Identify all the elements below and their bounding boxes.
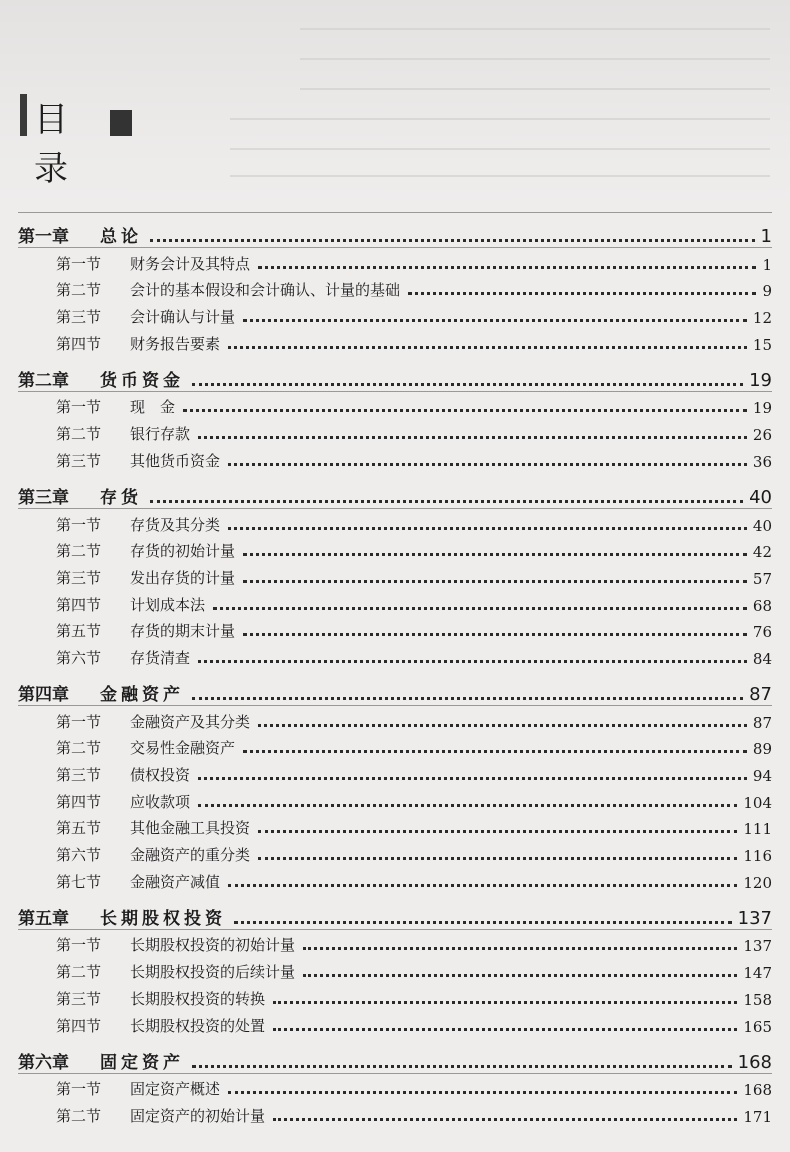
section-title: 其他货币资金 bbox=[130, 451, 221, 470]
section-title: 长期股权投资的后续计量 bbox=[130, 963, 296, 982]
heading-shadow-block bbox=[110, 110, 132, 136]
section-number: 第二节 bbox=[56, 739, 102, 758]
toc-chapter-row[interactable] bbox=[18, 354, 772, 391]
dot-leader bbox=[150, 499, 743, 503]
dot-leader bbox=[198, 435, 747, 439]
toc-section-row[interactable] bbox=[18, 982, 772, 1009]
chapter-number: 第六章 bbox=[18, 1052, 69, 1073]
section-number: 第三节 bbox=[56, 989, 102, 1008]
toc-chapter-row[interactable] bbox=[18, 1036, 772, 1073]
toc-section-row[interactable] bbox=[18, 865, 772, 892]
section-number: 第三节 bbox=[56, 308, 102, 327]
dot-leader bbox=[150, 238, 755, 242]
toc-section-row[interactable] bbox=[18, 247, 772, 274]
chapter-page-number: 1 bbox=[760, 226, 772, 247]
table-of-contents bbox=[18, 210, 772, 1126]
dot-leader bbox=[228, 883, 737, 887]
section-title: 债权投资 bbox=[130, 766, 191, 784]
section-number: 第二节 bbox=[56, 281, 102, 300]
toc-section-row[interactable] bbox=[18, 641, 772, 668]
toc-section-row[interactable] bbox=[18, 812, 772, 839]
chapter-title: 总论 bbox=[100, 227, 142, 247]
section-title: 计划成本法 bbox=[130, 595, 206, 614]
section-page-number: 42 bbox=[752, 543, 772, 562]
toc-section-row[interactable] bbox=[18, 508, 772, 535]
dot-leader bbox=[234, 920, 732, 924]
section-title: 金融资产的重分类 bbox=[130, 846, 251, 865]
section-title: 其他金融工具投资 bbox=[130, 819, 251, 838]
section-number: 第一节 bbox=[56, 254, 102, 273]
section-page-number: 116 bbox=[743, 847, 772, 866]
toc-section-row[interactable] bbox=[18, 535, 772, 562]
section-title: 交易性金融资产 bbox=[130, 739, 236, 758]
section-page-number: 9 bbox=[762, 282, 772, 301]
dot-leader bbox=[228, 345, 747, 349]
section-number: 第二节 bbox=[56, 963, 102, 982]
section-page-number: 147 bbox=[743, 964, 772, 983]
section-number: 第三节 bbox=[56, 451, 102, 470]
toc-chapter-row[interactable] bbox=[18, 471, 772, 508]
dot-leader bbox=[198, 659, 747, 663]
toc-section-row[interactable] bbox=[18, 391, 772, 418]
section-title: 会计确认与计量 bbox=[130, 308, 236, 327]
toc-section-row[interactable] bbox=[18, 955, 772, 982]
section-title: 长期股权投资的初始计量 bbox=[130, 936, 296, 955]
section-title: 应收款项 bbox=[130, 792, 191, 811]
dot-leader bbox=[228, 1090, 737, 1094]
dot-leader bbox=[408, 291, 756, 295]
section-page-number: 19 bbox=[752, 399, 772, 418]
toc-chapter-row[interactable] bbox=[18, 210, 772, 247]
section-title: 固定资产概述 bbox=[130, 1080, 221, 1099]
bleed-through-area bbox=[0, 0, 790, 210]
toc-section-row[interactable] bbox=[18, 758, 772, 785]
chapter-number: 第二章 bbox=[18, 370, 69, 391]
dot-leader bbox=[243, 632, 747, 636]
section-page-number: 36 bbox=[752, 452, 772, 471]
section-page-number: 94 bbox=[752, 767, 772, 785]
section-page-number: 104 bbox=[743, 793, 772, 812]
chapter-title: 存货 bbox=[100, 487, 142, 508]
section-number: 第二节 bbox=[56, 1106, 102, 1125]
section-page-number: 158 bbox=[743, 990, 772, 1009]
section-page-number: 171 bbox=[743, 1107, 772, 1126]
toc-section-row[interactable] bbox=[18, 327, 772, 354]
section-number: 第三节 bbox=[56, 568, 102, 587]
section-number: 第一节 bbox=[56, 515, 102, 534]
dot-leader bbox=[258, 829, 737, 833]
dot-leader bbox=[192, 382, 743, 386]
chapter-title: 长期股权投资 bbox=[100, 908, 226, 929]
dot-leader bbox=[303, 946, 737, 950]
dot-leader bbox=[243, 318, 747, 322]
section-number: 第四节 bbox=[56, 1016, 102, 1035]
chapter-page-number: 137 bbox=[737, 907, 772, 929]
section-number: 第四节 bbox=[56, 334, 102, 353]
toc-section-row[interactable] bbox=[18, 417, 772, 444]
section-page-number: 89 bbox=[752, 740, 772, 759]
chapter-page-number: 19 bbox=[749, 369, 772, 391]
section-page-number: 76 bbox=[752, 623, 772, 642]
section-page-number: 26 bbox=[752, 426, 772, 445]
section-page-number: 40 bbox=[752, 516, 772, 535]
section-title: 发出存货的计量 bbox=[130, 568, 236, 587]
dot-leader bbox=[273, 1117, 737, 1121]
toc-heading bbox=[20, 92, 112, 189]
section-number: 第一节 bbox=[56, 1080, 102, 1099]
section-number: 第一节 bbox=[56, 712, 102, 731]
dot-leader bbox=[273, 1027, 737, 1031]
chapter-page-number: 168 bbox=[737, 1051, 772, 1073]
section-title: 银行存款 bbox=[130, 425, 191, 444]
section-number: 第一节 bbox=[56, 936, 102, 955]
toc-chapter-row[interactable] bbox=[18, 668, 772, 705]
section-number: 第四节 bbox=[56, 792, 102, 811]
chapter-number: 第四章 bbox=[18, 684, 69, 705]
toc-section-row[interactable] bbox=[18, 561, 772, 588]
toc-section-row[interactable] bbox=[18, 929, 772, 956]
dot-leader bbox=[258, 723, 747, 727]
toc-section-row[interactable] bbox=[18, 1073, 772, 1100]
toc-section-row[interactable] bbox=[18, 588, 772, 615]
chapter-number: 第五章 bbox=[18, 908, 69, 929]
section-number: 第六节 bbox=[56, 648, 102, 667]
chapter-page-number: 40 bbox=[749, 486, 772, 508]
dot-leader bbox=[183, 408, 747, 412]
toc-section-row[interactable] bbox=[18, 1009, 772, 1036]
chapter-number: 第一章 bbox=[18, 227, 69, 247]
toc-section-row[interactable] bbox=[18, 732, 772, 759]
section-page-number: 165 bbox=[743, 1017, 772, 1036]
section-title: 存货的期末计量 bbox=[130, 622, 236, 641]
section-number: 第一节 bbox=[56, 398, 102, 417]
section-page-number: 12 bbox=[752, 309, 772, 328]
section-title: 现 金 bbox=[130, 398, 176, 417]
toc-section-row[interactable] bbox=[18, 444, 772, 471]
dot-leader bbox=[243, 552, 747, 556]
toc-section-row[interactable] bbox=[18, 615, 772, 642]
section-title: 金融资产及其分类 bbox=[130, 712, 251, 731]
section-title: 财务会计及其特点 bbox=[130, 254, 251, 273]
toc-section-row[interactable] bbox=[18, 274, 772, 301]
chapter-page-number: 87 bbox=[749, 683, 772, 705]
dot-leader bbox=[273, 1000, 737, 1004]
section-number: 第三节 bbox=[56, 766, 102, 784]
section-number: 第六节 bbox=[56, 846, 102, 865]
heading-bar bbox=[20, 94, 27, 136]
section-page-number: 15 bbox=[752, 335, 772, 354]
toc-section-row[interactable] bbox=[18, 705, 772, 732]
section-page-number: 57 bbox=[752, 569, 772, 588]
section-title: 会计的基本假设和会计确认、计量的基础 bbox=[130, 281, 401, 300]
section-page-number: 87 bbox=[752, 713, 772, 732]
dot-leader bbox=[198, 803, 737, 807]
section-number: 第五节 bbox=[56, 819, 102, 838]
section-number: 第二节 bbox=[56, 425, 102, 444]
dot-leader bbox=[243, 579, 747, 583]
dot-leader bbox=[198, 776, 747, 780]
section-page-number: 168 bbox=[743, 1081, 772, 1100]
toc-section-row[interactable] bbox=[18, 300, 772, 327]
chapter-title: 固定资产 bbox=[100, 1052, 184, 1073]
chapter-title: 金融资产 bbox=[100, 684, 184, 705]
dot-leader bbox=[258, 265, 756, 269]
section-page-number: 84 bbox=[752, 649, 772, 668]
section-page-number: 120 bbox=[743, 873, 772, 892]
toc-section-row[interactable] bbox=[18, 785, 772, 812]
section-number: 第五节 bbox=[56, 622, 102, 641]
dot-leader bbox=[213, 606, 747, 610]
section-title: 存货的初始计量 bbox=[130, 542, 236, 561]
chapter-number: 第三章 bbox=[18, 487, 69, 508]
section-title: 金融资产减值 bbox=[130, 872, 221, 891]
section-title: 财务报告要素 bbox=[130, 334, 221, 353]
heading-text: 目录 bbox=[34, 100, 80, 189]
dot-leader bbox=[228, 462, 747, 466]
dot-leader bbox=[258, 856, 737, 860]
chapter-title: 货币资金 bbox=[100, 370, 184, 391]
section-title: 存货及其分类 bbox=[130, 515, 221, 534]
section-title: 固定资产的初始计量 bbox=[130, 1106, 266, 1125]
section-number: 第七节 bbox=[56, 872, 102, 891]
dot-leader bbox=[243, 749, 747, 753]
section-title: 长期股权投资的处置 bbox=[130, 1016, 266, 1035]
section-page-number: 137 bbox=[743, 937, 772, 956]
dot-leader bbox=[228, 526, 747, 530]
toc-section-row[interactable] bbox=[18, 838, 772, 865]
section-title: 存货清查 bbox=[130, 648, 191, 667]
section-number: 第二节 bbox=[56, 542, 102, 561]
section-title: 长期股权投资的转换 bbox=[130, 989, 266, 1008]
section-page-number: 1 bbox=[762, 255, 772, 274]
section-number: 第四节 bbox=[56, 595, 102, 614]
dot-leader bbox=[192, 696, 743, 700]
dot-leader bbox=[192, 1064, 732, 1068]
section-page-number: 111 bbox=[743, 820, 772, 839]
toc-section-row[interactable] bbox=[18, 1099, 772, 1126]
toc-chapter-row[interactable] bbox=[18, 892, 772, 929]
section-page-number: 68 bbox=[752, 596, 772, 615]
dot-leader bbox=[303, 973, 737, 977]
